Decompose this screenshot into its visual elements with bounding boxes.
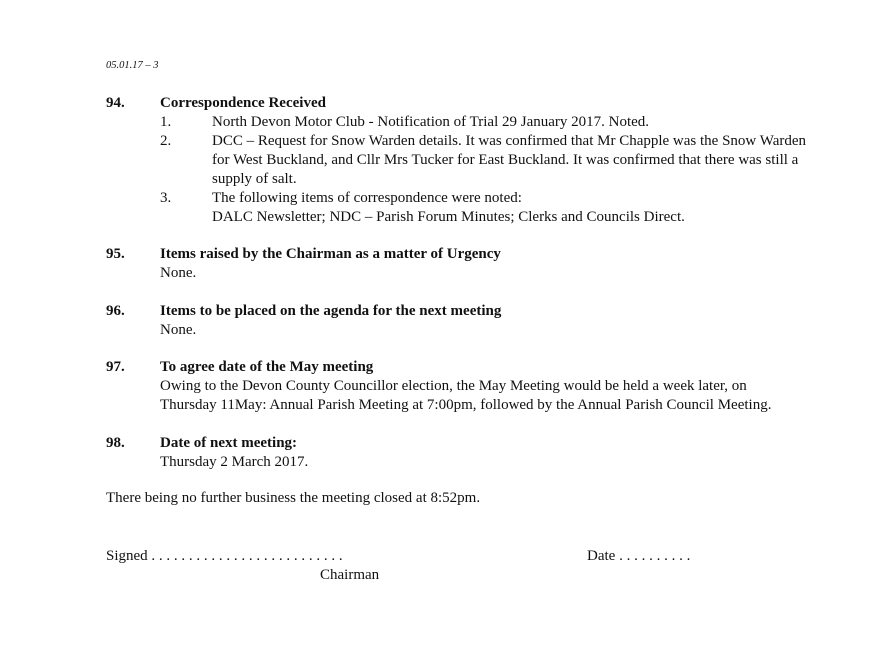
item-body-line-1: Owing to the Devon County Councillor election, the May Meeting would be held a week later, on <box>160 378 747 394</box>
item-number: 94. <box>106 95 125 111</box>
minute-item-96 <box>106 302 866 340</box>
closing-statement: There being no further business the meeting closed at 8:52pm. <box>106 490 481 506</box>
item-heading: Correspondence Received <box>160 95 326 111</box>
item-body: None. <box>160 265 197 281</box>
minute-item-98 <box>106 434 866 472</box>
page-reference: 05.01.17 – 3 <box>106 60 159 71</box>
subitem-2 <box>160 132 812 189</box>
item-heading: To agree date of the May meeting <box>160 359 374 375</box>
item-number: 95. <box>106 246 125 262</box>
signature-line: Signed . . . . . . . . . . . . . . . . . . . . . . . . . . <box>106 548 343 564</box>
subitem-text: North Devon Motor Club - Notification of Trial 29 January 2017. Noted. <box>212 114 650 130</box>
item-number: 96. <box>106 303 125 319</box>
date-line: Date . . . . . . . . . . <box>587 548 691 564</box>
item-content <box>160 434 866 472</box>
minute-item-95 <box>106 245 866 283</box>
subitem-text: The following items of correspondence were noted: <box>212 190 522 206</box>
item-heading: Items to be placed on the agenda for the next meeting <box>160 303 502 319</box>
subitem-number: 2. <box>160 133 172 149</box>
item-content <box>160 358 866 415</box>
item-content <box>160 302 866 340</box>
minute-item-97 <box>106 358 866 415</box>
item-body: None. <box>160 322 197 338</box>
item-content <box>160 245 866 283</box>
item-body-line-2: Thursday 11May: Annual Parish Meeting at 7:00pm, followed by the Annual Parish Council Meeting. <box>160 397 772 413</box>
subitem-number: 3. <box>160 190 172 206</box>
subitem-number: 1. <box>160 114 172 130</box>
item-heading: Date of next meeting: <box>160 435 298 451</box>
item-number: 97. <box>106 359 125 375</box>
item-body: Thursday 2 March 2017. <box>160 454 309 470</box>
subitem-3 <box>160 189 866 227</box>
subitem-1 <box>160 113 866 132</box>
item-content <box>160 94 866 227</box>
chairman-label: Chairman <box>320 567 380 583</box>
subitem-text: DCC – Request for Snow Warden details. It was confirmed that Mr Chapple was the Snow Warden for West Buckland, and Cllr Mrs Tucker for East Buckland. It was confirmed that there was still a supply of salt. <box>212 133 807 187</box>
item-number: 98. <box>106 435 125 451</box>
minute-item-94 <box>106 94 866 227</box>
item-heading: Items raised by the Chairman as a matter of Urgency <box>160 246 501 262</box>
subitem-text-continued: DALC Newsletter; NDC – Parish Forum Minutes; Clerks and Councils Direct. <box>212 209 685 225</box>
